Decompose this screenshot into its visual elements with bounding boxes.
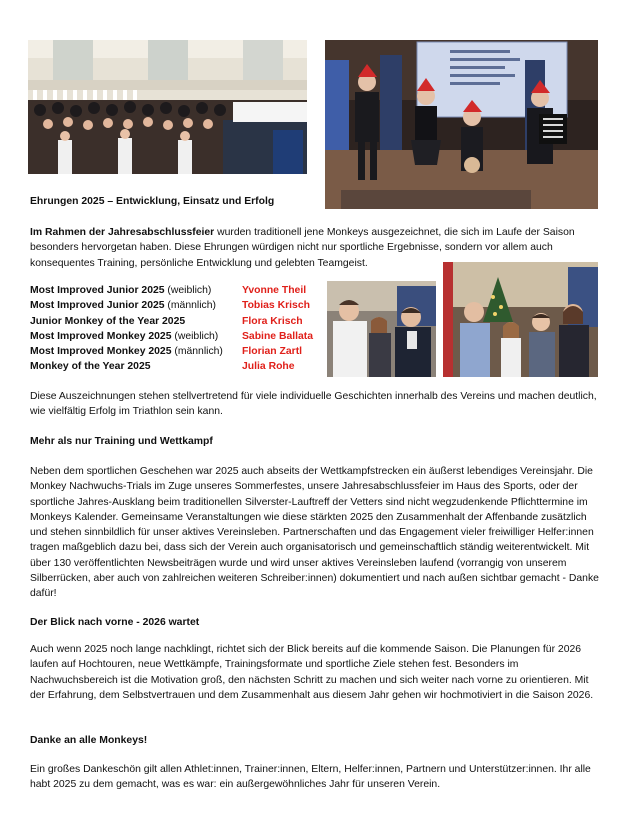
vereinsjahr-paragraph: Neben dem sportlichen Geschehen war 2025 auch abseits der Wettkampfstrecken ein äußerst lebendiges Vereinsjahr. Die Monkey Nachwuchs-Trials im Zuge unseres Sommerfestes, unsere Jahresabschlussfeier im Haus des Sports, oder der sportliche Jahres-Ausklang beim traditionellen Silverster-Lauftreff der Vetters sind nicht wegzudenkende Pflichttermine im Monkeys Kalender. Gemeinsame Veranstaltungen wie diese stärkten 2025 den Zusammenhalt der Affenbande zusätzlich und stehen sinnbildlich für unser aktives Vereinsleben. Partnerschaften und das Engagement vieler freiwilliger Helfer:innen tragen maßgeblich dazu bei, dass sich der Verein auch organisatorisch und gemeinschaftlich ständig weiterentwickelt. Mit über 130 veröffentlichten Newsbeiträgen wurde und wird unser aktives Vereinsleben laufend (vorrangig von unserem Silberrücken, aber auch von zahlreichen weiteren Schreiber:innen) dokumentiert und nach außen sichtbar gemacht - Danke dafür! — [30, 466, 599, 600]
award-title — [30, 314, 242, 329]
award-name: Julia Rohe — [242, 361, 295, 373]
award-title-bold: Most Improved Monkey 2025 — [30, 330, 172, 342]
heading-blick-nach-vorne: Der Blick nach vorne - 2026 wartet — [30, 617, 200, 628]
award-title-bold: Most Improved Monkey 2025 — [30, 346, 172, 358]
award-row — [30, 314, 320, 329]
award-title-rest: (weiblich) — [171, 330, 219, 342]
awards-outro-paragraph: Diese Auszeichnungen stehen stellvertretend für viele individuelle Geschichten innerhalb des Vereins und machen deutlich, wie vielfältig Erfolg im Triathlon sein kann. — [30, 391, 597, 418]
award-row — [30, 283, 320, 298]
ausblick-paragraph: Auch wenn 2025 noch lange nachklingt, richtet sich der Blick bereits auf die kommende Saison. Die Planungen für 2026 laufen auf Hochtouren, neue Wettkämpfe, Trainingsformate und sportliche Ziele stehen fest. Besonders im Nachwuchsbereich ist die Motivation groß, den nächsten Schritt zu machen und sich weiter nach vorne zu orientieren. Mit der Erfahrung, dem Selbstvertrauen und dem Zusammenhalt aus diesem Jahr gehen wir hochmotiviert in die Saison 2026. — [30, 644, 594, 701]
award-title — [30, 344, 242, 359]
award-title-bold: Monkey of the Year 2025 — [30, 361, 151, 373]
award-row — [30, 329, 320, 344]
band-photo — [325, 40, 598, 209]
award-title — [30, 329, 242, 344]
awardees-photo-1 — [327, 281, 436, 377]
intro-rest: wurden traditionell jene Monkeys ausgezeichnet, die sich im Laufe der Saison besonders hervorgetan haben. Diese Ehrungen würdigen nicht nur sportliche Ergebnisse, sondern vor allem auch konsequentes Training, persönliche Entwicklung und gelebten Teamgeist. — [30, 227, 575, 269]
award-title-rest: (weiblich) — [164, 285, 212, 296]
award-title-bold: Junior Monkey of the Year 2025 — [30, 315, 186, 327]
award-row — [30, 298, 320, 313]
award-name: Flora Krisch — [242, 315, 303, 327]
heading-mehr-als-training: Mehr als nur Training und Wettkampf — [30, 436, 213, 447]
intro-bold: Im Rahmen der Jahresabschlussfeier — [30, 227, 215, 238]
award-name: Sabine Ballata — [242, 330, 314, 342]
group-photo — [28, 40, 307, 174]
awards-list — [30, 283, 320, 375]
danke-paragraph: Ein großes Dankeschön gilt allen Athlet:innen, Trainer:innen, Eltern, Helfer:innen, Partnern und Unterstützer:innen. Ihr alle habt 2025 zu dem gemacht, was es war: ein außergewöhnliches Jahr für unseren Verein. — [30, 764, 591, 791]
award-row — [30, 344, 320, 359]
award-title-rest: (männlich) — [164, 300, 216, 312]
award-title — [30, 359, 242, 374]
award-title — [30, 298, 242, 313]
heading-danke: Danke an alle Monkeys! — [30, 735, 148, 746]
awardees-photo-2 — [443, 262, 598, 377]
award-row — [30, 359, 320, 374]
heading-ehrungen: Ehrungen 2025 – Entwicklung, Einsatz und Erfolg — [30, 196, 275, 207]
award-title-bold: Most Improved Junior 2025 — [30, 300, 165, 312]
award-name: Florian Zartl — [242, 346, 303, 358]
award-title — [30, 283, 242, 298]
award-name: Yvonne Theil — [242, 285, 307, 296]
award-name: Tobias Krisch — [242, 300, 310, 312]
award-title-rest: (männlich) — [171, 346, 223, 358]
award-title-bold: Most Improved Junior 2025 — [30, 285, 165, 296]
